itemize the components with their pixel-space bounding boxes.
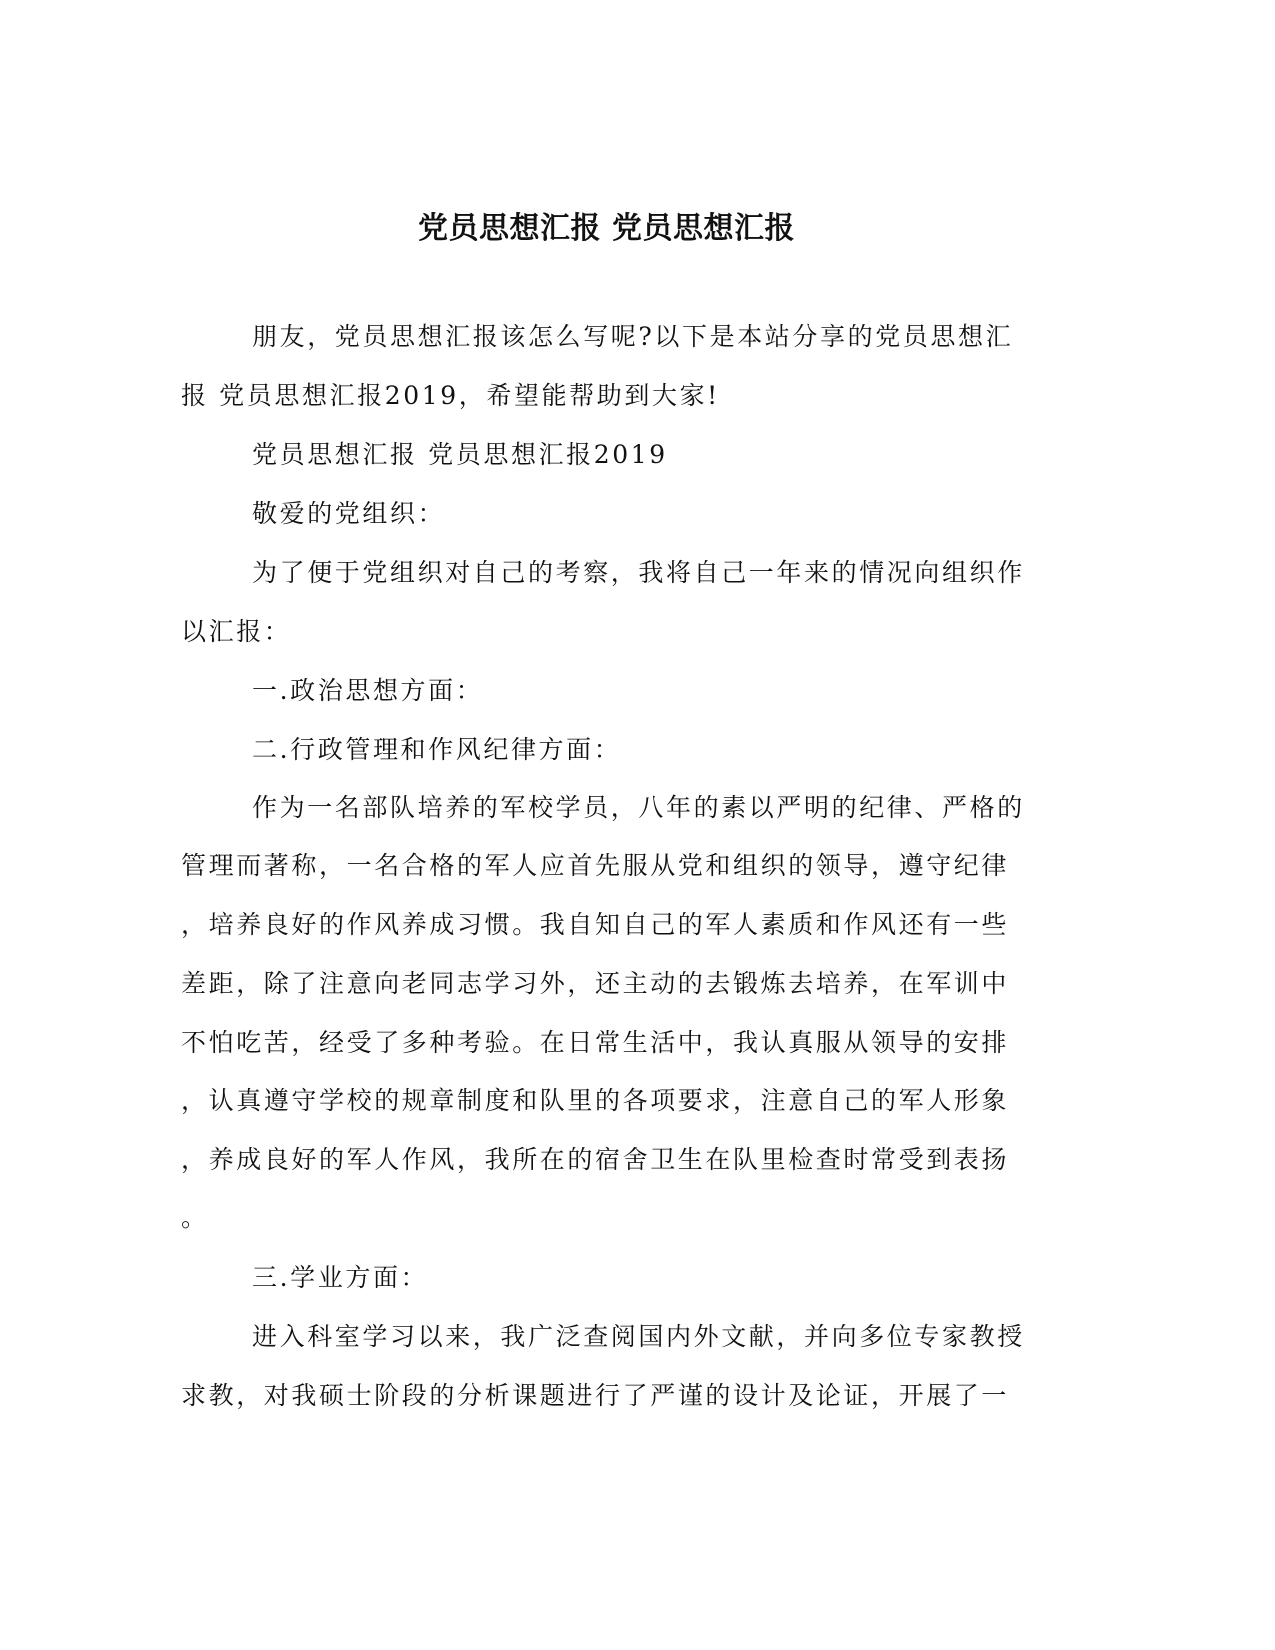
paragraph-line: ，养成良好的军人作风，我所在的宿舍卫生在队里检查时常受到表扬 — [181, 1145, 1010, 1174]
paragraph-line: 进入科室学习以来，我广泛查阅国内外文献，并向多位专家教授 — [252, 1322, 1025, 1351]
paragraph-line: 求教，对我硕士阶段的分析课题进行了严谨的设计及论证，开展了一 — [181, 1381, 1010, 1410]
section-heading: 三.学业方面： — [252, 1263, 429, 1292]
section-heading: 一.政治思想方面： — [252, 676, 484, 705]
paragraph-line: 差距，除了注意向老同志学习外，还主动的去锻炼去培养，在军训中 — [181, 969, 1010, 998]
section-heading: 二.行政管理和作风纪律方面： — [252, 735, 622, 764]
paragraph-line: 为了便于党组织对自己的考察，我将自己一年来的情况向组织作 — [252, 558, 1025, 587]
paragraph-line: 敬爱的党组织： — [252, 499, 446, 528]
paragraph-line: 不怕吃苦，经受了多种考验。在日常生活中，我认真服从领导的安排 — [181, 1028, 1010, 1057]
paragraph-line: ，培养良好的作风养成习惯。我自知自己的军人素质和作风还有一些 — [181, 910, 1010, 939]
paragraph-line: 管理而著称，一名合格的军人应首先服从党和组织的领导，遵守纪律 — [181, 851, 1010, 880]
paragraph-line: 。 — [181, 1203, 209, 1232]
paragraph-line: 报 党员思想汇报2019，希望能帮助到大家! — [181, 381, 720, 410]
paragraph-line: 作为一名部队培养的军校学员，八年的素以严明的纪律、严格的 — [252, 793, 1025, 822]
paragraph-line: ，认真遵守学校的规章制度和队里的各项要求，注意自己的军人形象 — [181, 1086, 1010, 1115]
document-title: 党员思想汇报 党员思想汇报 — [418, 211, 795, 246]
paragraph-line: 党员思想汇报 党员思想汇报2019 — [252, 440, 668, 469]
paragraph-line: 朋友，党员思想汇报该怎么写呢?以下是本站分享的党员思想汇 — [252, 322, 1014, 351]
paragraph-line: 以汇报： — [181, 617, 292, 646]
